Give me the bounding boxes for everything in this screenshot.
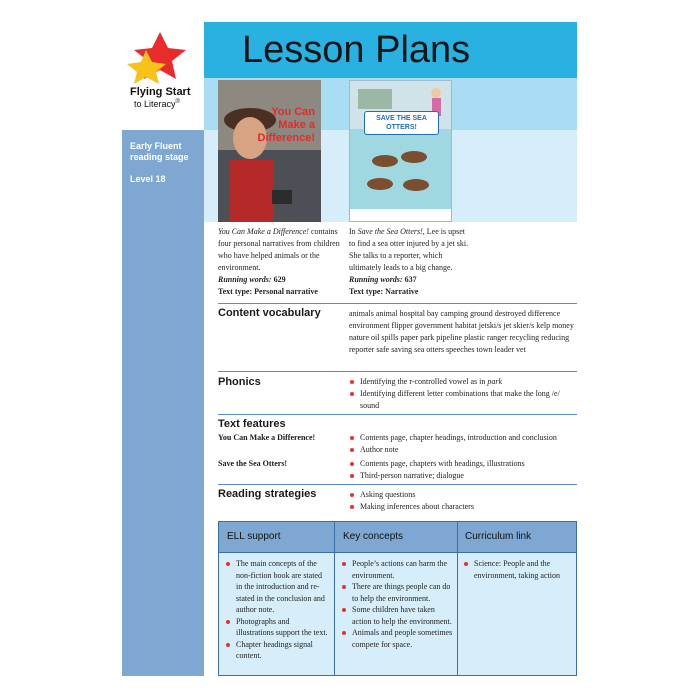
registered-mark: ® — [175, 99, 180, 105]
list-item: Identifying the r-controlled vowel as in park — [349, 376, 577, 388]
list-item: Third-person narrative; dialogue — [349, 470, 577, 482]
text-features-book1: You Can Make a Difference! — [218, 433, 316, 442]
book2-title: Save the Sea Otters! — [357, 227, 423, 236]
table-divider — [457, 522, 458, 675]
book1-text-type-label: Text type: — [218, 287, 253, 296]
title-banner — [204, 22, 577, 78]
list-item: Some children have taken action to help the environment. — [341, 604, 453, 627]
text-features-book1-list — [349, 432, 577, 456]
list-item: Contents page, chapters with headings, illustrations — [349, 458, 577, 470]
book2-summary-pre: In — [349, 227, 358, 236]
book1-title: You Can Make a Difference! — [218, 227, 309, 236]
list-item: Author note — [349, 444, 577, 456]
list-item: There are things people can do to help the environment. — [341, 581, 453, 604]
cover-title: You Can Make a Difference! — [257, 106, 315, 144]
book2-description — [349, 226, 471, 298]
book-cover-you-can-make-a-difference — [218, 80, 321, 222]
table-divider — [219, 552, 576, 553]
section-divider — [218, 414, 577, 415]
book1-text-type: Personal narrative — [254, 287, 318, 296]
list-item: Identifying different letter combinations that make the long /e/ sound — [349, 388, 577, 412]
phonics-list — [349, 376, 577, 412]
vocabulary-heading: Content vocabulary — [218, 307, 321, 319]
section-divider — [218, 484, 577, 485]
sea-otters-illustration-icon — [350, 81, 451, 221]
ell-support-header: ELL support — [227, 531, 281, 542]
list-item: Photographs and illustrations support the text. — [225, 616, 329, 639]
cover-title: SAVE THE SEA OTTERS! — [364, 111, 439, 135]
book2-text-type-label: Text type: — [349, 287, 384, 296]
page-title: Lesson Plans — [242, 29, 471, 71]
book2-running-words-label: Running words: — [349, 275, 403, 284]
book2-text-type: Narrative — [385, 287, 419, 296]
text-features-book2: Save the Sea Otters! — [218, 459, 288, 468]
logo-line2: to Literacy® — [134, 99, 180, 109]
list-item: Contents page, chapter headings, introduction and conclusion — [349, 432, 577, 444]
child-photo-icon — [218, 80, 321, 222]
list-item: Chapter headings signal content. — [225, 639, 329, 662]
ell-support-list — [225, 558, 329, 662]
vocabulary-text: animals animal hospital bay camping ground destroyed difference environment flipper government habitat jetski/s jet skier/s kelp money nature oil spills paper park pipeline plastic ranger recycling reducing reporter safe saving sea otters speeches town leader vet — [349, 309, 574, 354]
list-item: The main concepts of the non-fiction book are stated in the introduction and re-stated in the conclusion and author note. — [225, 558, 329, 616]
flying-start-logo — [122, 28, 204, 112]
key-concepts-list — [341, 558, 453, 650]
curriculum-link-list — [463, 558, 571, 581]
section-divider — [218, 371, 577, 372]
list-item: Science: People and the environment, taking action — [463, 558, 571, 581]
support-table — [218, 521, 577, 676]
book1-running-words: 629 — [273, 275, 286, 284]
book-cover-save-the-sea-otters — [349, 80, 452, 222]
book1-description — [218, 226, 340, 298]
book1-running-words-label: Running words: — [218, 275, 272, 284]
list-item: Asking questions — [349, 489, 577, 501]
book2-summary: , Lee is upset to find a sea otter injured by a jet ski. She talks to a reporter, which ultimately leads to a big change. — [349, 227, 469, 272]
book2-running-words: 637 — [404, 275, 417, 284]
text-features-book2-list — [349, 458, 577, 482]
reading-stage: Early Fluent reading stage — [130, 141, 189, 162]
section-divider — [218, 303, 577, 304]
list-item: Animals and people sometimes compete for space. — [341, 627, 453, 650]
text-features-heading: Text features — [218, 418, 286, 430]
reading-strategies-heading: Reading strategies — [218, 488, 317, 500]
star-logo-icon — [122, 28, 204, 86]
key-concepts-header: Key concepts — [343, 531, 404, 542]
curriculum-link-header: Curriculum link — [465, 531, 532, 542]
level-label: Level 18 — [130, 174, 166, 184]
list-item: Making inferences about characters — [349, 501, 577, 513]
sidebar — [122, 130, 204, 676]
phonics-heading: Phonics — [218, 376, 261, 388]
table-divider — [334, 522, 335, 675]
reading-strategies-list — [349, 489, 577, 513]
list-item: People’s actions can harm the environment. — [341, 558, 453, 581]
book1-summary: contains four personal narratives from children who have helped animals or the environment. — [218, 227, 340, 272]
logo-line1: Flying Start — [130, 86, 191, 98]
